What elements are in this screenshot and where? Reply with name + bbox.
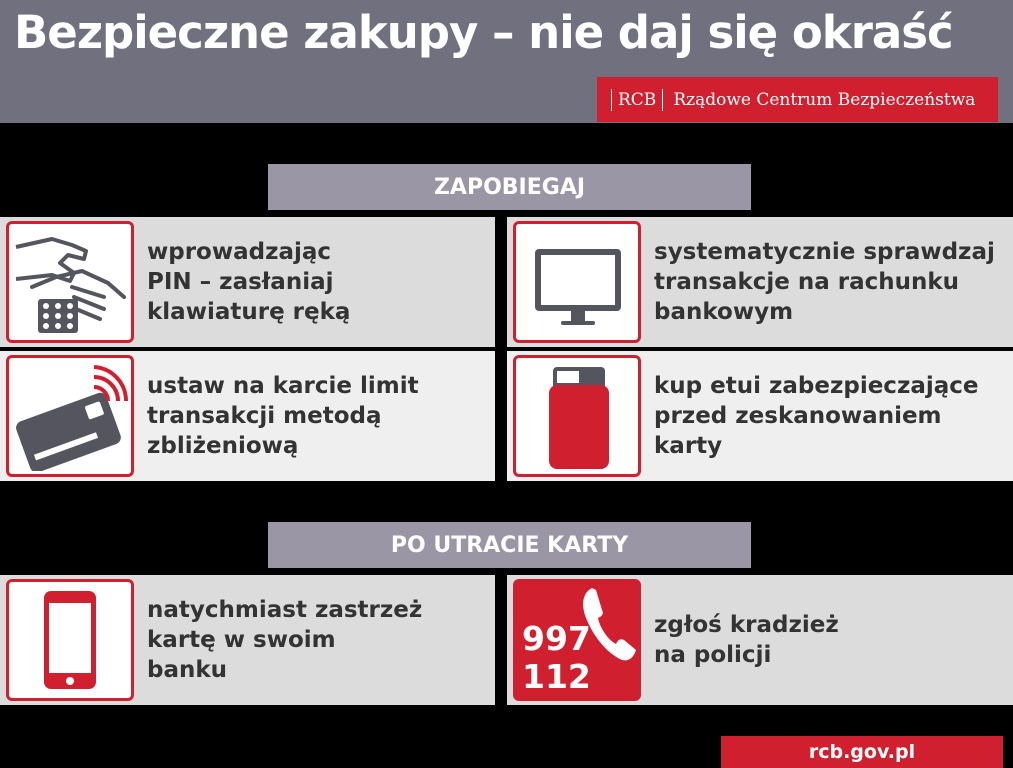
tip-text: systematycznie sprawdzaj transakcje na rachunku bankowym (654, 239, 995, 325)
tip-report-police (507, 575, 1013, 705)
tip-protective-sleeve (507, 351, 1013, 481)
section-label-after-loss: PO UTRACIE KARTY (268, 522, 751, 568)
tip-text: zgłoś kradzież na policji (654, 612, 839, 668)
contactless-card-icon (6, 355, 134, 477)
hand-covering-keypad-icon (6, 221, 134, 343)
smartphone-icon (6, 579, 134, 701)
tip-contactless-limit (0, 351, 495, 481)
tip-block-card (0, 575, 495, 705)
header-banner (0, 0, 1013, 123)
tip-text: ustaw na karcie limit transakcji metodą zbliżeniową (147, 373, 419, 459)
emergency-numbers-box (513, 579, 641, 701)
org-abbreviation: RCB (611, 89, 663, 111)
section-label-prevent: ZAPOBIEGAJ (268, 164, 751, 210)
page-title: Bezpieczne zakupy – nie daj się okraść (14, 6, 953, 59)
footer-website[interactable]: rcb.gov.pl (721, 736, 1003, 768)
tip-text: wprowadzając PIN – zasłaniaj klawiaturę ręką (147, 239, 351, 325)
monitor-icon (513, 221, 641, 343)
tip-cover-pin (0, 217, 495, 347)
tip-text: kup etui zabezpieczające przed zeskanowaniem karty (654, 373, 979, 459)
org-name: Rządowe Centrum Bezpieczeństwa (673, 89, 976, 110)
emergency-numbers: 997 112 (522, 619, 591, 696)
tip-text: natychmiast zastrzeż kartę w swoim banku (147, 597, 423, 683)
tip-check-transactions (507, 217, 1013, 347)
org-badge (597, 77, 998, 122)
phone-handset-icon (578, 584, 638, 664)
card-sleeve-icon (513, 355, 641, 477)
